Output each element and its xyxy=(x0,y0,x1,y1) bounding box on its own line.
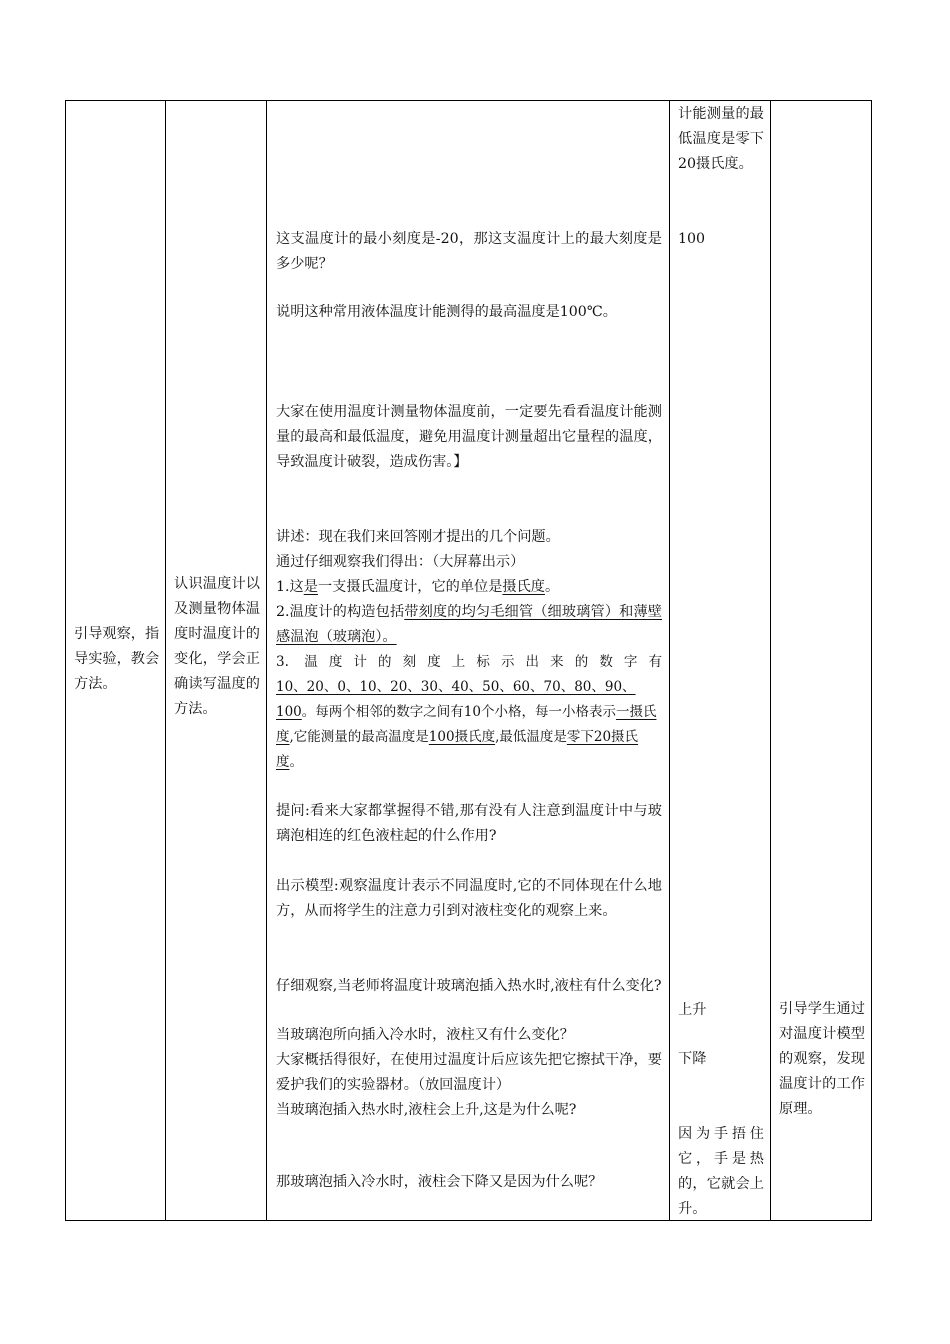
question-max-scale: 这支温度计的最小刻度是-20，那这支温度计上的最大刻度是多少呢？ xyxy=(276,231,662,272)
question-red-column: 提问:看来大家都掌握得不错,那有没有人注意到温度计中与玻璃泡相连的红色液柱起的什么作用? xyxy=(276,803,662,844)
objective-text: 认识温度计以及测量物体温度时温度计的变化，学会正确读写温度的方法。 xyxy=(174,576,260,717)
observe-cold: 当玻璃泡所向插入冷水时，液柱又有什么变化？ xyxy=(276,1027,574,1043)
talk-line-2: 通过仔细观察我们得出：（大屏幕出示） xyxy=(276,554,525,570)
answer-fall: 下降 xyxy=(678,1051,707,1067)
objective-cell xyxy=(166,101,267,1221)
method-text: 引导观察，指导实验，教会方法。 xyxy=(74,626,160,692)
point-3: 3. 温度计的刻度上标示出来的数字有 10、20、0、10、20、30、40、50、60、70、80、90、100。每两个相邻的数字之间有10个小格，每一小格表示一摄氏度,它能测量的最高温度是100摄氏度,最低温度是零下20摄氏度。 xyxy=(276,654,662,770)
why-rise: 当玻璃泡插入热水时,液柱会上升,这是为什么呢? xyxy=(276,1102,577,1118)
method-cell xyxy=(66,101,166,1221)
lesson-plan-table xyxy=(65,100,872,1221)
answer-100: 100 xyxy=(678,231,706,247)
wipe-paragraph: 大家概括得很好，在使用过温度计后应该先把它擦拭干净，要爱护我们的实验器材。（放回温度计） xyxy=(276,1052,662,1093)
answer-low-temp: 计能测量的最低温度是零下20摄氏度。 xyxy=(678,106,764,172)
design-intent-cell xyxy=(771,101,872,1221)
why-fall: 那玻璃泡插入冷水时，液柱会下降又是因为什么呢？ xyxy=(276,1174,603,1190)
teaching-process-cell xyxy=(267,101,670,1221)
caution-paragraph: 大家在使用温度计测量物体温度前，一定要先看看温度计能测量的最高和最低温度，避免用温度计测量超出它量程的温度，导致温度计破裂，造成伤害。】 xyxy=(276,404,662,470)
answer-rise: 上升 xyxy=(678,1002,707,1018)
explain-max-temp: 说明这种常用液体温度计能测得的最高温度是100℃。 xyxy=(276,304,617,320)
student-answer-cell xyxy=(670,101,771,1221)
design-intent-text: 引导学生通过对温度计模型的观察，发现温度计的工作原理。 xyxy=(779,1001,865,1117)
observe-hot: 仔细观察,当老师将温度计玻璃泡插入热水时,液柱有什么变化? xyxy=(276,978,662,994)
model-paragraph: 出示模型:观察温度计表示不同温度时,它的不同体现在什么地方，从而将学生的注意力引到对液柱变化的观察上来。 xyxy=(276,878,662,919)
answer-hand-warm: 因为手捂住它，手是热的，它就会上升。 xyxy=(678,1126,764,1217)
point-1: 1.这是一支摄氏温度计，它的单位是摄氏度。 xyxy=(276,579,560,595)
point-2: 2.温度计的构造包括带刻度的均匀毛细管（细玻璃管）和薄壁感温泡（玻璃泡）。 xyxy=(276,604,662,645)
talk-line-1: 讲述：现在我们来回答刚才提出的几个问题。 xyxy=(276,529,560,545)
table-row xyxy=(66,101,872,1221)
